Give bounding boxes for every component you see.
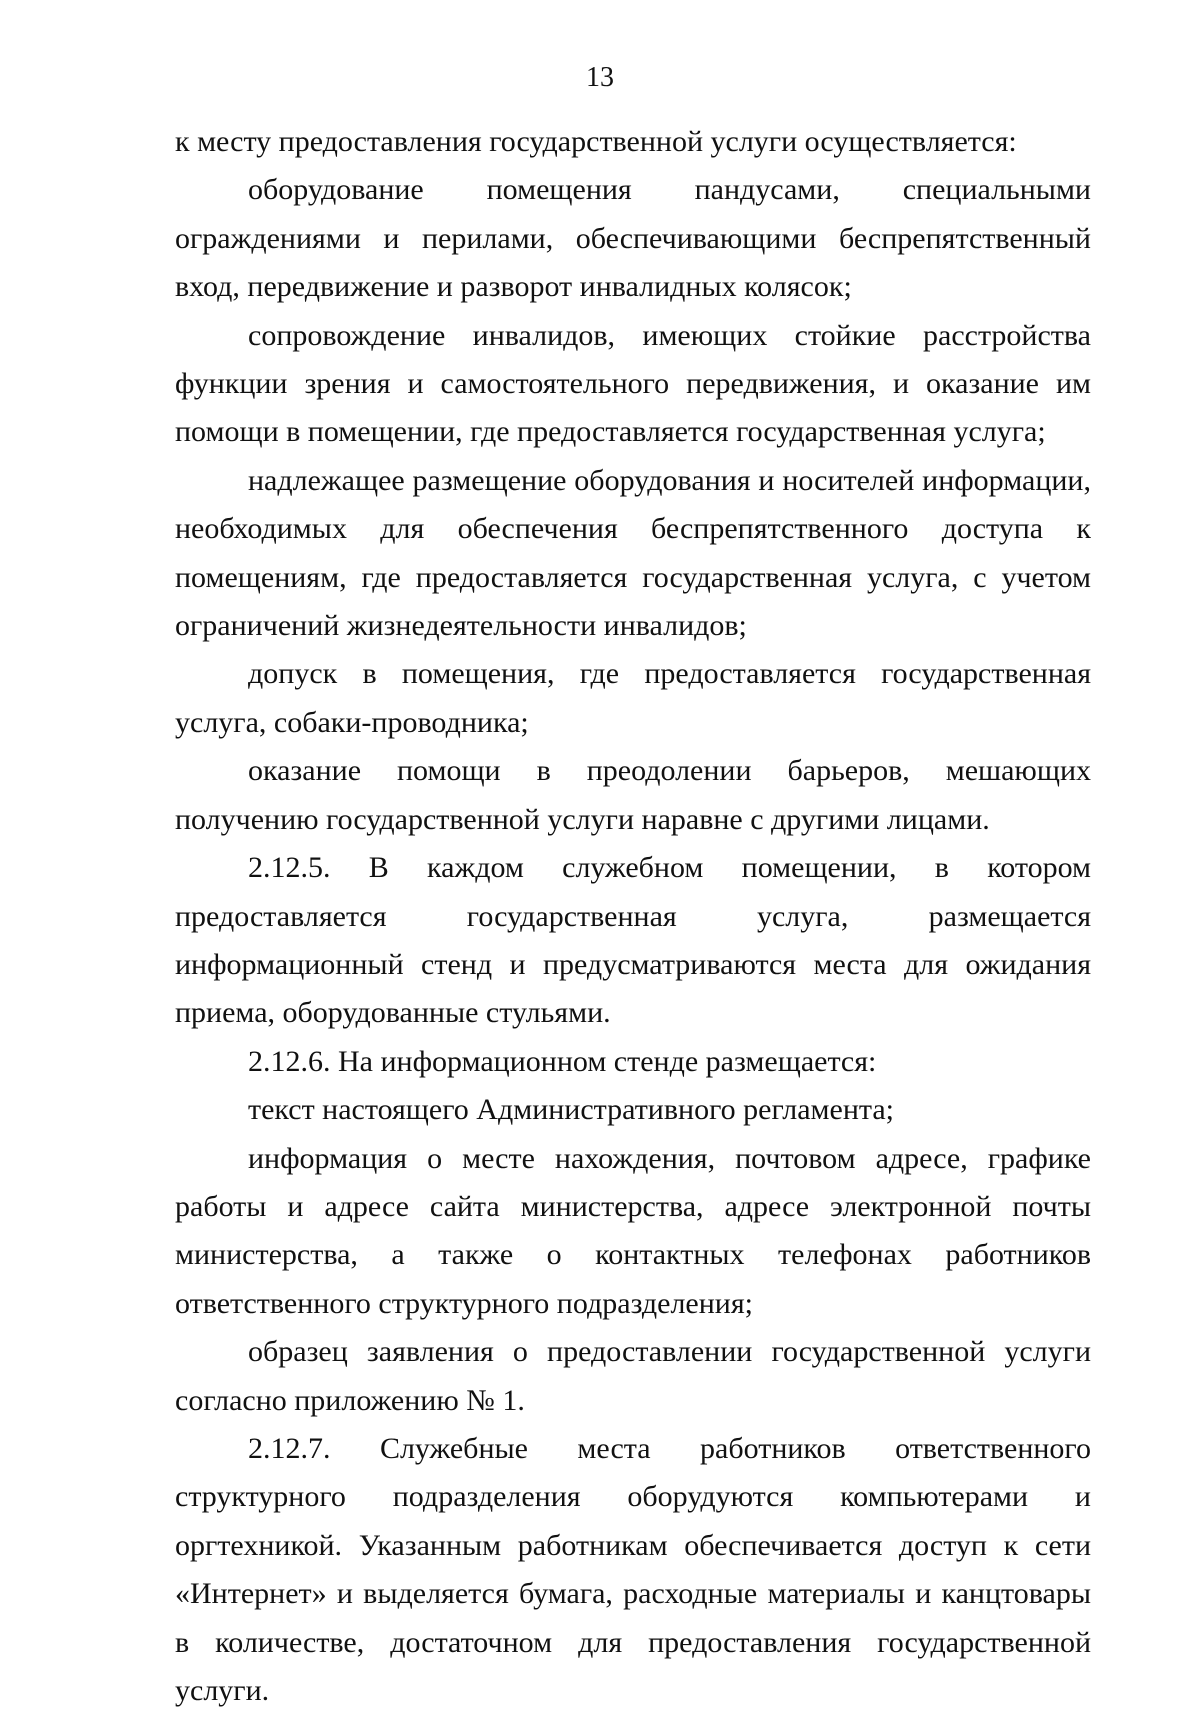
paragraph-section-2-12-7: 2.12.7. Служебные места работников ответственного структурного подразделения оборудуются компьютерами и оргтехникой. Указанным работникам обеспечивается доступ к сети «Интернет» и выделяется бумага, расходные материалы и канцтовары в количестве, достаточном для предоставления государственной услуги. — [175, 1431, 1091, 1707]
paragraph-application-sample: образец заявления о предоставлении государственной услуги согласно приложению № 1. — [175, 1335, 1091, 1417]
paragraph-section-2-12-5: 2.12.5. В каждом служебном помещении, в котором предоставляется государственная услуга, размещается информационный стенд и предусматриваются места для ожидания приема, оборудованные стульями. — [175, 851, 1091, 1030]
paragraph-equipment-placement: надлежащее размещение оборудования и носителей информации, необходимых для обеспечения беспрепятственного доступа к помещениям, где предоставляется государственная услуга, с учетом ограничений жизнедеятельности инвалидов; — [175, 463, 1091, 643]
paragraph-section-2-12-6: 2.12.6. На информационном стенде размещается: — [248, 1044, 877, 1078]
page-number: 13 — [586, 62, 614, 93]
paragraph-ramps-equipment: оборудование помещения пандусами, специальными ограждениями и перилами, обеспечивающими беспрепятственный вход, передвижение и разворот инвалидных колясок; — [175, 173, 1091, 304]
paragraph-contact-info: информация о месте нахождения, почтовом адресе, графике работы и адресе сайта министерства, адресе электронной почты министерства, а также о контактных телефонах работников ответственного структурного подразделения; — [175, 1141, 1091, 1320]
paragraph-escort-disabled: сопровождение инвалидов, имеющих стойкие расстройства функции зрения и самостоятельного передвижения, и оказание им помощи в помещении, где предоставляется государственная услуга; — [175, 318, 1091, 449]
document-body — [175, 118, 1091, 1715]
paragraph-barrier-assistance: оказание помощи в преодолении барьеров, мешающих получению государственной услуги наравне с другими лицами. — [175, 754, 1091, 836]
paragraph-access-intro: к месту предоставления государственной услуги осуществляется: — [175, 125, 1017, 158]
paragraph-guide-dog: допуск в помещения, где предоставляется государственная услуга, собаки-проводника; — [175, 657, 1091, 739]
paragraph-regulation-text: текст настоящего Административного регламента; — [248, 1093, 894, 1127]
